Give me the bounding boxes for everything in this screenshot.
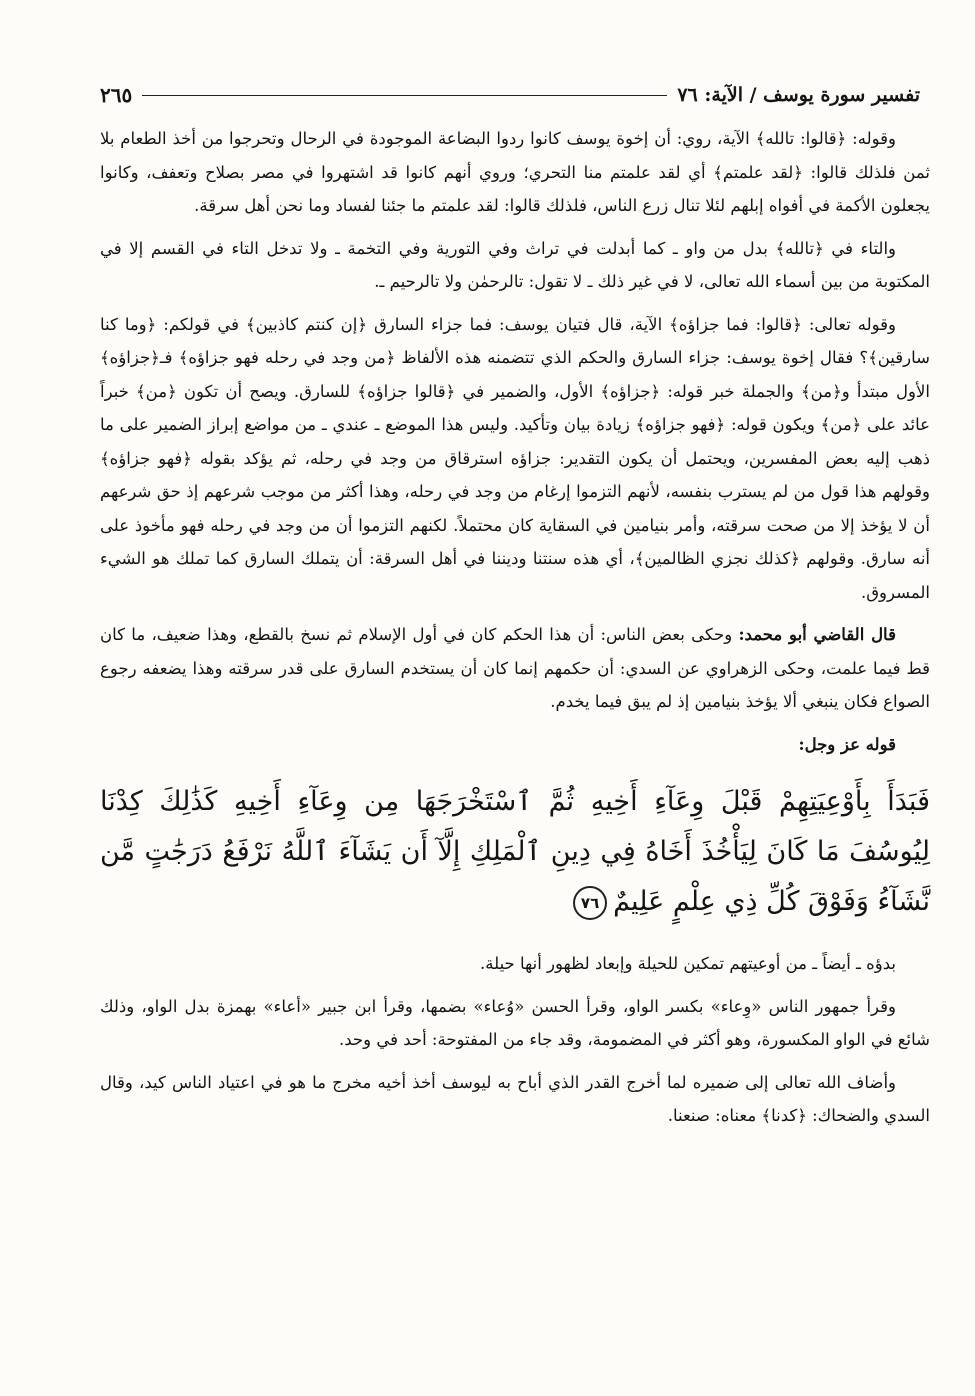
paragraph-1: وقوله: ﴿قالوا: تالله﴾ الآية، روي: أن إخوة يوسف كانوا ردوا البضاعة الموجودة في الرحال وتحرجوا من أخذ الطعام بلا ثمن فلذلك قالوا: ﴿لقد علمتم﴾ أي لقد علمتم منا التحري؛ وروي أنهم كانوا قد اشتهروا في مصر بصلاح وتعفف، وكانوا يجعلون الأكمة في أفواه إبلهم لئلا تنال زرع الناس، فلذلك قالوا: لقد علمتم ما جئنا لفساد وما نحن أهل سرقة. [100, 129, 930, 215]
header-rule [142, 95, 667, 96]
paragraph-3: وقوله تعالى: ﴿قالوا: فما جزاؤه﴾ الآية، قال فتيان يوسف: فما جزاء السارق ﴿إن كنتم كاذبين﴾ في قولكم: ﴿وما كنا سارقين﴾؟ فقال إخوة يوسف: جزاء السارق والحكم الذي تتضمنه هذه الألفاظ ﴿من وجد في رحله فهو جزاؤه﴾ فـ﴿جزاؤه﴾ الأول مبتدأ و﴿من﴾ والجملة خبر قوله: ﴿جزاؤه﴾ الأول، والضمير في ﴿قالوا جزاؤه﴾ للسارق. ويصح أن تكون ﴿من﴾ خبراً عائد على ﴿من﴾ ويكون قوله: ﴿فهو جزاؤه﴾ زيادة بيان وتأكيد. وليس هذا الموضع ـ عندي ـ من مواضع إبراز الضمير على ما ذهب إليه بعض المفسرين، ويحتمل أن يكون التقدير: جزاؤه استرقاق من وجد في رحله، ثم يؤكد بقوله ﴿فهو جزاؤه﴾ وقولهم هذا قول من لم يسترب بنفسه، لأنهم التزموا إرغام من وجد في رحله، وهذا أكثر من موجب شرعهم إذ حق شرعهم أن لا يؤخذ إلا من صحت سرقته، وأمر بنيامين في السقاية كان محتملاً. لكنهم التزموا أن من وجد في رحله فهو مأخوذ على أنه سارق. وقولهم ﴿كذلك نجزي الظالمين﴾، أي هذه سنتنا وديننا في أهل السرقة: أن يتملك السارق كما تملك هو الشيء المسروق. [100, 314, 930, 602]
paragraph-4-text: وحكى بعض الناس: أن هذا الحكم كان في أول الإسلام ثم نسخ بالقطع، وهذا ضعيف، ما كان قط فيما علمت، وحكى الزهراوي عن السدي: أن حكمهم إنما كان أن يستخدم السارق على قدر سرقته وهذا يضعفه رجوع الصواع فكان ينبغي ألا يؤخذ بنيامين إذ لم يبق فيما يخدم. [100, 625, 930, 711]
paragraph-7: وأضاف الله تعالى إلى ضميره لما أخرج القدر الذي أباح به ليوسف أخذ أخيه مخرج ما هو في اعتياد الناس كيد، وقال السدي والضحاك: ﴿كدنا﴾ معناه: صنعنا. [100, 1072, 930, 1125]
paragraph-2: والتاء في ﴿تالله﴾ بدل من واو ـ كما أبدلت في تراث وفي التورية وفي التخمة ـ ولا تدخل التاء في القسم إلا في المكتوبة من بين أسماء الله تعالى، لا في غير ذلك ـ لا تقول: تالرحمٰن ولا تالرحيم ـ. [100, 238, 930, 291]
page-number: ٢٦٥ [100, 83, 133, 107]
verse-intro: قوله عز وجل: [798, 734, 896, 754]
ayah-number-marker: ٧٦ [573, 886, 607, 920]
paragraph-5: بدؤه ـ أيضاً ـ من أوعيتهم تمكين للحيلة وإبعاد لظهور أنها حيلة. [480, 954, 896, 973]
paragraph-6: وقرأ جمهور الناس «وِعاء» بكسر الواو، وقرأ الحسن «وُعاء» بضمها، وقرأ ابن جبير «أعاء» بهمزة بدل الواو، وذلك شائع في الواو المكسورة، وهو أكثر في المضمومة، وقد جاء من المفتوحة: أحد في وحد. [100, 996, 930, 1049]
header-title: تفسير سورة يوسف / الآية: ٧٦ [677, 84, 920, 106]
paragraph-4 [100, 618, 930, 719]
running-header [100, 78, 920, 112]
page-content [100, 122, 930, 1142]
quran-verse [100, 777, 930, 927]
qadi-label: قال القاضي أبو محمد: [738, 625, 896, 644]
verse-text: فَبَدَأَ بِأَوْعِيَتِهِمْ قَبْلَ وِعَآءِ أَخِيهِ ثُمَّ ٱسْتَخْرَجَهَا مِن وِعَآءِ أَخِيهِ كَذَٰلِكَ كِدْنَا لِيُوسُفَ مَا كَانَ لِيَأْخُذَ أَخَاهُ فِي دِينِ ٱلْمَلِكِ إِلَّآ أَن يَشَآءَ ٱللَّهُ نَرْفَعُ دَرَجَٰتٍ مَّن نَّشَآءُ وَفَوْقَ كُلِّ ذِي عِلْمٍ عَلِيمٌ [100, 786, 930, 917]
